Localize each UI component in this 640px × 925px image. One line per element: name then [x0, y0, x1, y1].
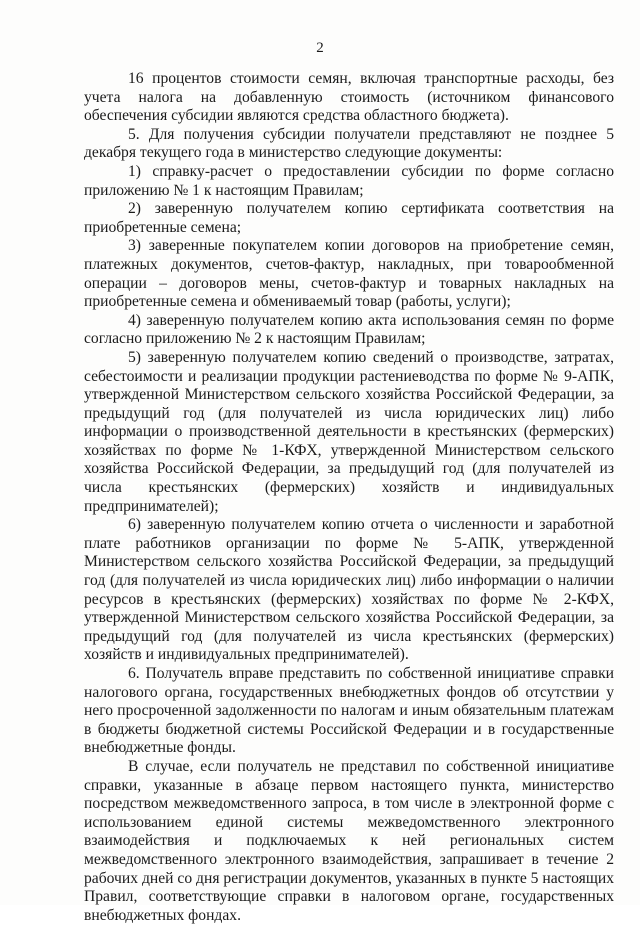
- page-number: 2: [316, 40, 324, 56]
- document-body: [84, 70, 614, 925]
- paragraph-item-5: 5. Для получения субсидии получатели представляют не позднее 5 декабря текущего года в министерство следующие документы:: [84, 125, 614, 162]
- list-item-6: 6) заверенную получателем копию отчета о численности и заработной плате работников организации по форме № 5-АПК, утвержденной Министерством сельского хозяйства Российской Федерации, за предыдущий год (для получателей из числа юридических лиц) либо информации о наличии ресурсов в крестьянских (фермерских) хозяйствах по форме № 2-КФХ, утвержденной Министерством сельского хозяйства Российской Федерации, за предыдущий год (для получателей из числа крестьянских (фермерских) хозяйств и индивидуальных предпринимателей).: [84, 516, 614, 664]
- list-item-5: 5) заверенную получателем копию сведений о производстве, затратах, себестоимости и реализации продукции растениеводства по форме № 9-АПК, утвержденной Министерством сельского хозяйства Российской Федерации, за предыдущий год (для получателей из числа юридических лиц) либо информации о производственной деятельности в крестьянских (фермерских) хозяйствах по форме № 1-КФХ, утвержденной Министерством сельского хозяйства Российской Федерации, за предыдущий год (для получателей из числа крестьянских (фермерских) хозяйств и индивидуальных предпринимателей);: [84, 348, 614, 515]
- list-item-3: 3) заверенные покупателем копии договоров на приобретение семян, платежных документов, счетов-фактур, накладных, при товарообменной операции – договоров мены, счетов-фактур и товарных накладных на приобретенные семена и обмениваемый товар (работы, услуги);: [84, 237, 614, 311]
- list-item-1: 1) справку-расчет о предоставлении субсидии по форме согласно приложению № 1 к настоящим Правилам;: [84, 162, 614, 199]
- paragraph-subsidy-rate: 16 процентов стоимости семян, включая транспортные расходы, без учета налога на добавленную стоимость (источником финансового обеспечения субсидии являются средства областного бюджета).: [84, 70, 614, 125]
- paragraph-interagency-request: В случае, если получатель не представил по собственной инициативе справки, указанные в абзаце первом настоящего пункта, министерство посредством межведомственного запроса, в том числе в электронной форме с использованием единой системы межведомственного электронного взаимодействия и подключаемых к ней региональных систем межведомственного электронного взаимодействия, запрашивает в течение 2 рабочих дней со дня регистрации документов, указанных в пункте 5 настоящих Правил, соответствующие справки в налоговом органе, государственных внебюджетных фондах.: [84, 757, 614, 924]
- paragraph-item-6: 6. Получатель вправе представить по собственной инициативе справки налогового органа, государственных внебюджетных фондов об отсутствии у него просроченной задолженности по налогам и иным обязательным платежам в бюджеты бюджетной системы Российской Федерации и в государственные внебюджетные фонды.: [84, 665, 614, 757]
- list-item-4: 4) заверенную получателем копию акта использования семян по форме согласно приложению № 2 к настоящим Правилам;: [84, 311, 614, 348]
- list-item-2: 2) заверенную получателем копию сертификата соответствия на приобретенные семена;: [84, 200, 614, 236]
